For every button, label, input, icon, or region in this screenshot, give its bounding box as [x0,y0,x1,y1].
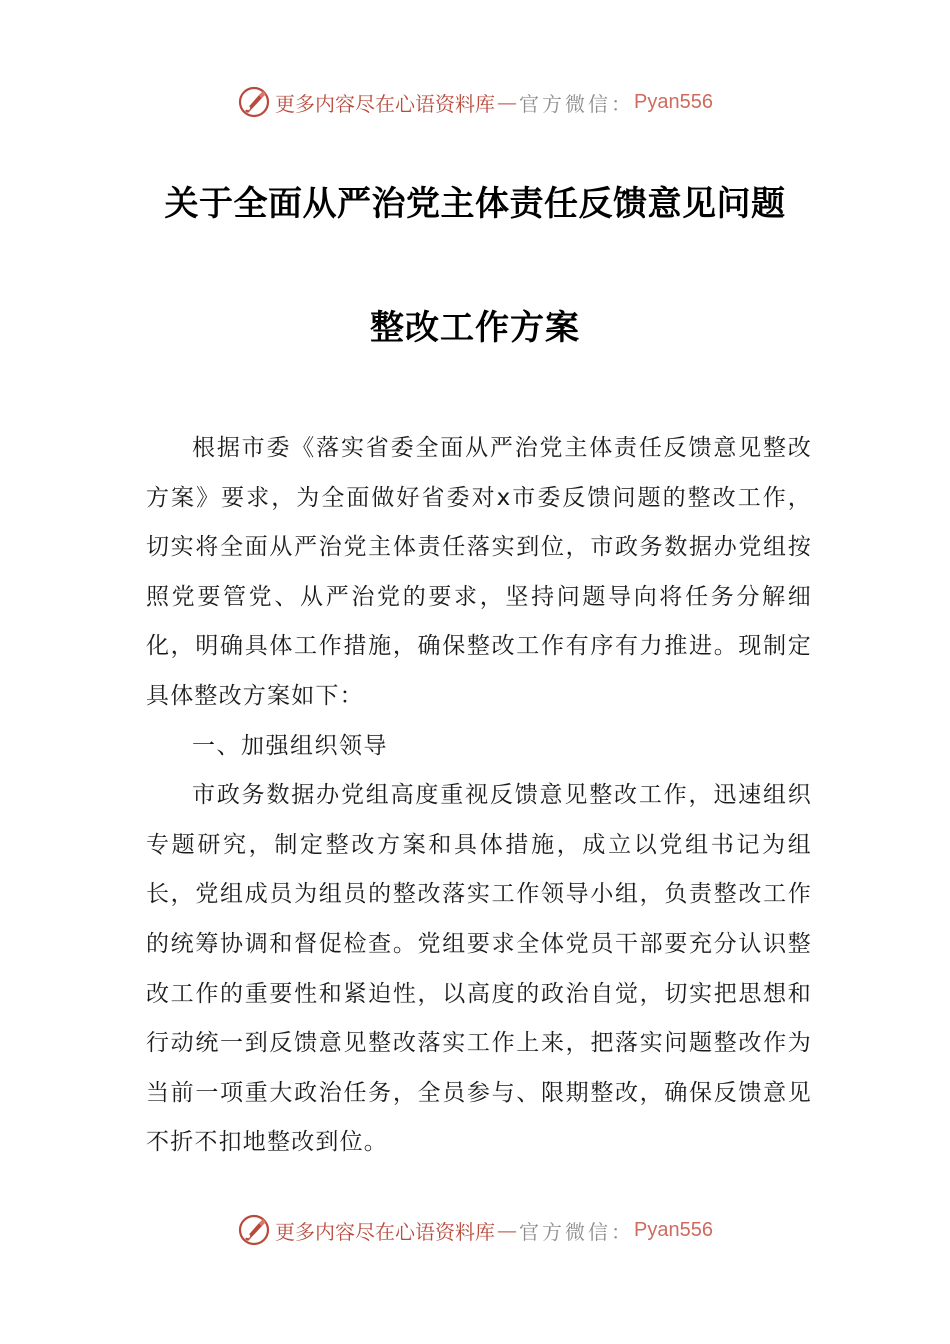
section-heading-1: 一、加强组织领导 [192,732,388,759]
body-paragraph-intro: 根据市委《落实省委全面从严治党主体责任反馈意见整改方案》要求，为全面做好省委对x市委反馈问题的整改工作，切实将全面从严治党主体责任落实到位，市政务数据办党组按照党要管党、从严治党的要求，坚持问题导向将任务分解细化，明确具体工作措施，确保整改工作有序有力推进。现制定具体整改方案如下： [146,435,812,709]
banner-dash: — [497,1218,518,1242]
banner-wechat-id: Pyan556 [634,1218,713,1241]
banner-wechat-id: Pyan556 [634,90,713,113]
footer-watermark-banner [0,1210,950,1250]
document-body [146,424,812,1168]
banner-official-label: 官方微信： [519,1219,635,1244]
pen-circle-logo-icon [237,85,271,119]
document-title-line-2: 整改工作方案 [370,308,580,348]
document-title-line-1: 关于全面从严治党主体责任反馈意见问题 [164,184,786,224]
pen-circle-logo-icon [237,1213,271,1247]
banner-dash: — [497,90,518,114]
banner-official-label: 官方微信： [519,91,635,116]
banner-brand-text: 更多内容尽在心语资料库 [275,1219,496,1244]
header-watermark-banner [0,82,950,122]
body-paragraph-section-1: 市政务数据办党组高度重视反馈意见整改工作，迅速组织专题研究，制定整改方案和具体措施，成立以党组书记为组长，党组成员为组员的整改落实工作领导小组，负责整改工作的统筹协调和督促检查。党组要求全体党员干部要充分认识整改工作的重要性和紧迫性，以高度的政治自觉，切实把思想和行动统一到反馈意见整改落实工作上来，把落实问题整改作为当前一项重大政治任务，全员参与、限期整改，确保反馈意见不折不扣地整改到位。 [146,782,812,1156]
banner-brand-text: 更多内容尽在心语资料库 [275,91,496,116]
